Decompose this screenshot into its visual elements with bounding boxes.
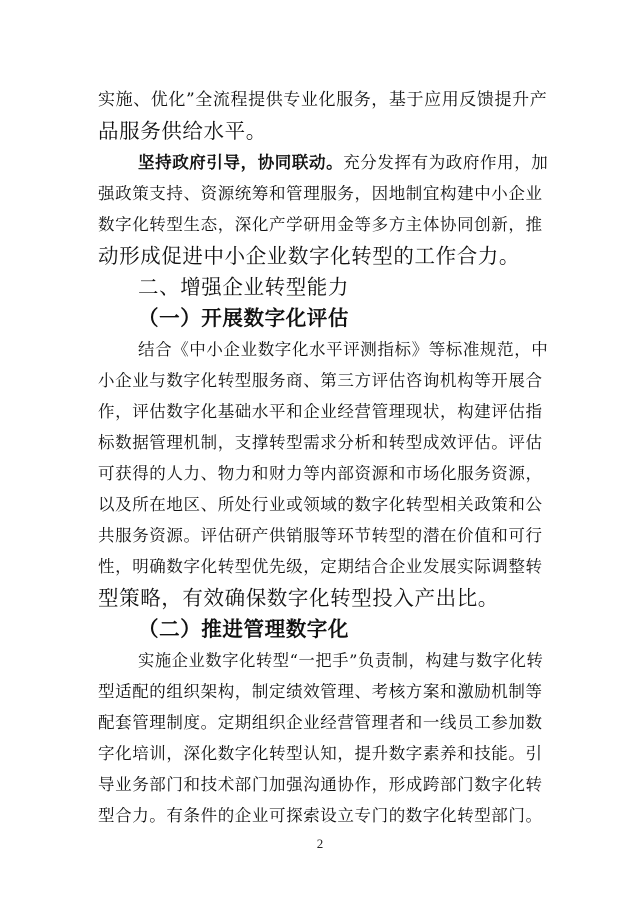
paragraph-line: 小企业与数字化转型服务商、第三方评估咨询机构等开展合: [98, 371, 543, 390]
paragraph-text: 充分发挥有为政府作用，加: [343, 153, 549, 172]
paragraph-line: 作，评估数字化基础水平和企业经营管理现状，构建评估指: [98, 402, 543, 421]
subheading: （二）推进管理数字化: [138, 617, 349, 641]
paragraph-line: 数字化转型生态，深化产学研用金等多方主体协同创新，推: [98, 215, 543, 234]
paragraph-line: 性，明确数字化转型优先级，定期结合企业发展实际调整转: [98, 557, 543, 576]
paragraph-line: 动形成促进中小企业数字化转型的工作合力。: [98, 244, 520, 268]
bold-lead-text: 坚持政府引导，协同联动。: [138, 153, 344, 172]
paragraph-line: 标数据管理机制，支撑转型需求分析和转型成效评估。评估: [98, 433, 543, 452]
paragraph-line: 结合《中小企业数字化水平评测指标》等标准规范，中: [138, 340, 549, 359]
paragraph-line-with-bold-lead: [138, 151, 548, 175]
page-number: 2: [316, 836, 324, 851]
paragraph-line: 配套管理制度。定期组织企业经营管理者和一线员工参加数: [98, 713, 543, 732]
paragraph-line: 实施、优化”全流程提供专业化服务，基于应用反馈提升产: [98, 90, 548, 110]
paragraph-line: 以及所在地区、所处行业或领域的数字化转型相关政策和公: [98, 495, 543, 514]
section-heading: 二、增强企业转型能力: [138, 275, 349, 299]
paragraph-line: 字化培训，深化数字化转型认知，提升数字素养和技能。引: [98, 744, 543, 763]
subheading: （一）开展数字化评估: [138, 306, 349, 330]
paragraph-line: 型合力。有条件的企业可探索设立专门的数字化转型部门。: [98, 806, 543, 825]
paragraph-line: 可获得的人力、物力和财力等内部资源和市场化服务资源，: [98, 464, 543, 483]
paragraph-line: 导业务部门和技术部门加强沟通协作，形成跨部门数字化转: [98, 775, 543, 794]
paragraph-line: 实施企业数字化转型“一把手”负责制，构建与数字化转: [138, 651, 544, 670]
paragraph-line: 型策略，有效确保数字化转型投入产出比。: [98, 586, 499, 610]
paragraph-line: 型适配的组织架构，制定绩效管理、考核方案和激励机制等: [98, 682, 543, 701]
paragraph-line: 共服务资源。评估研产供销服等环节转型的潜在价值和可行: [98, 526, 543, 545]
paragraph-line: 品服务供给水平。: [98, 119, 267, 143]
paragraph-line: 强政策支持、资源统筹和管理服务，因地制宜构建中小企业: [98, 184, 543, 203]
